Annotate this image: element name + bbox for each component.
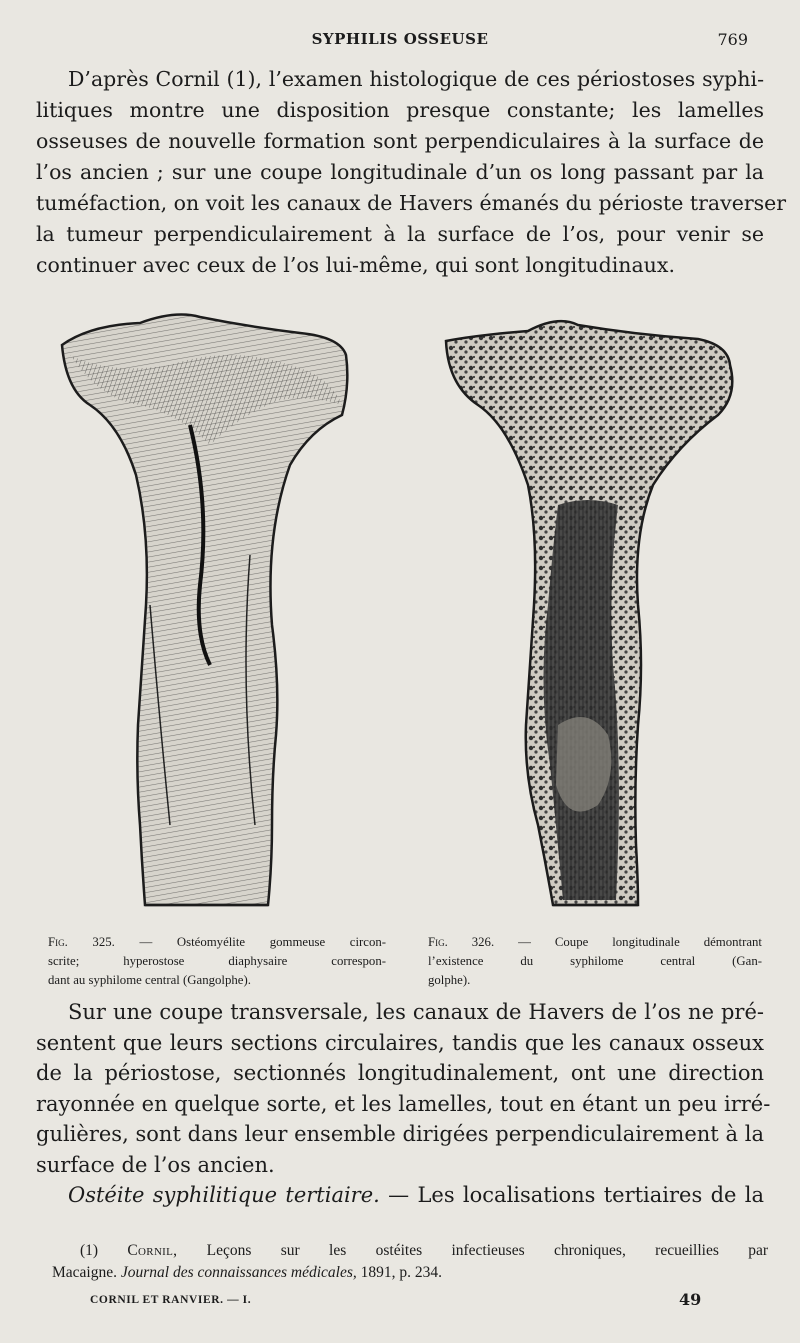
text-line: tuméfaction, on voit les canaux de Havers émanés du périoste traverser: [36, 191, 787, 215]
caption-fig-325: [48, 933, 386, 990]
text-line: — Les localisations tertiaires de la: [379, 1183, 764, 1207]
section-heading: Ostéite syphilitique tertiaire.: [68, 1183, 380, 1207]
caption-text: golphe).: [428, 973, 471, 987]
caption-label: Fig. 326.: [428, 935, 495, 949]
paragraph-histology: [36, 64, 787, 281]
running-title: SYPHILIS OSSEUSE: [311, 30, 489, 48]
text-line: surface de l’os ancien.: [36, 1152, 275, 1177]
caption-text: scrite; hyperostose diaphysaire correspon-: [48, 954, 386, 968]
caption-text: dant au syphilome central (Gangolphe).: [48, 973, 251, 987]
text-line: osseuses de nouvelle formation sont perpendiculaires à la surface de: [36, 129, 764, 153]
caption-text: — Ostéomyélite gommeuse circon-: [139, 935, 386, 949]
figures-area: [40, 300, 760, 920]
sheet-number: 49: [679, 1290, 702, 1309]
caption-label: Fig. 325.: [48, 935, 115, 949]
footnote-text: Leçons sur les ostéites infectieuses chroniques, recueillies par: [177, 1242, 768, 1259]
footnote-journal: Journal des connaissances médicales,: [120, 1264, 357, 1281]
figure-325-bone-illustration: [50, 305, 370, 915]
running-head: [0, 30, 800, 54]
caption-text: l’existence du syphilome central (Gan-: [428, 954, 762, 968]
caption-text: — Coupe longitudinale démontrant: [518, 935, 762, 949]
text-line: gulières, sont dans leur ensemble dirigées perpendiculairement à la: [36, 1122, 764, 1146]
text-line: D’après Cornil (1), l’examen histologique de ces périostoses syphi-: [68, 67, 764, 91]
text-line: continuer avec ceux de l’os lui-même, qui sont longitudinaux.: [36, 253, 675, 277]
footnote: [52, 1240, 768, 1284]
paragraph-tertiary-osteitis: [36, 1180, 764, 1210]
paragraph-transverse-section: [36, 997, 771, 1180]
printer-signature: CORNIL ET RANVIER. — I.: [90, 1294, 252, 1306]
text-line: de la périostose, sectionnés longitudinalement, ont une direction: [36, 1061, 764, 1085]
text-line: rayonnée en quelque sorte, et les lamelles, tout en étant un peu irré-: [36, 1091, 771, 1116]
footnote-author: Cornil,: [127, 1242, 178, 1259]
text-line: sentent que leurs sections circulaires, tandis que les canaux osseux: [36, 1030, 764, 1055]
text-line: litiques montre une disposition presque constante; les lamelles: [36, 98, 764, 122]
caption-fig-326: [428, 933, 762, 990]
footnote-marker: (1): [80, 1242, 128, 1259]
footnote-text: Macaigne.: [52, 1264, 121, 1281]
footnote-text: 1891, p. 234.: [356, 1264, 443, 1281]
figure-326-bone-section-illustration: [438, 305, 748, 915]
text-line: Sur une coupe transversale, les canaux de Havers de l’os ne pré-: [68, 1000, 764, 1024]
page-number: 769: [717, 30, 748, 49]
text-line: l’os ancien ; sur une coupe longitudinale d’un os long passant par la: [36, 160, 764, 184]
text-line: la tumeur perpendiculairement à la surface de l’os, pour venir se: [36, 222, 764, 246]
